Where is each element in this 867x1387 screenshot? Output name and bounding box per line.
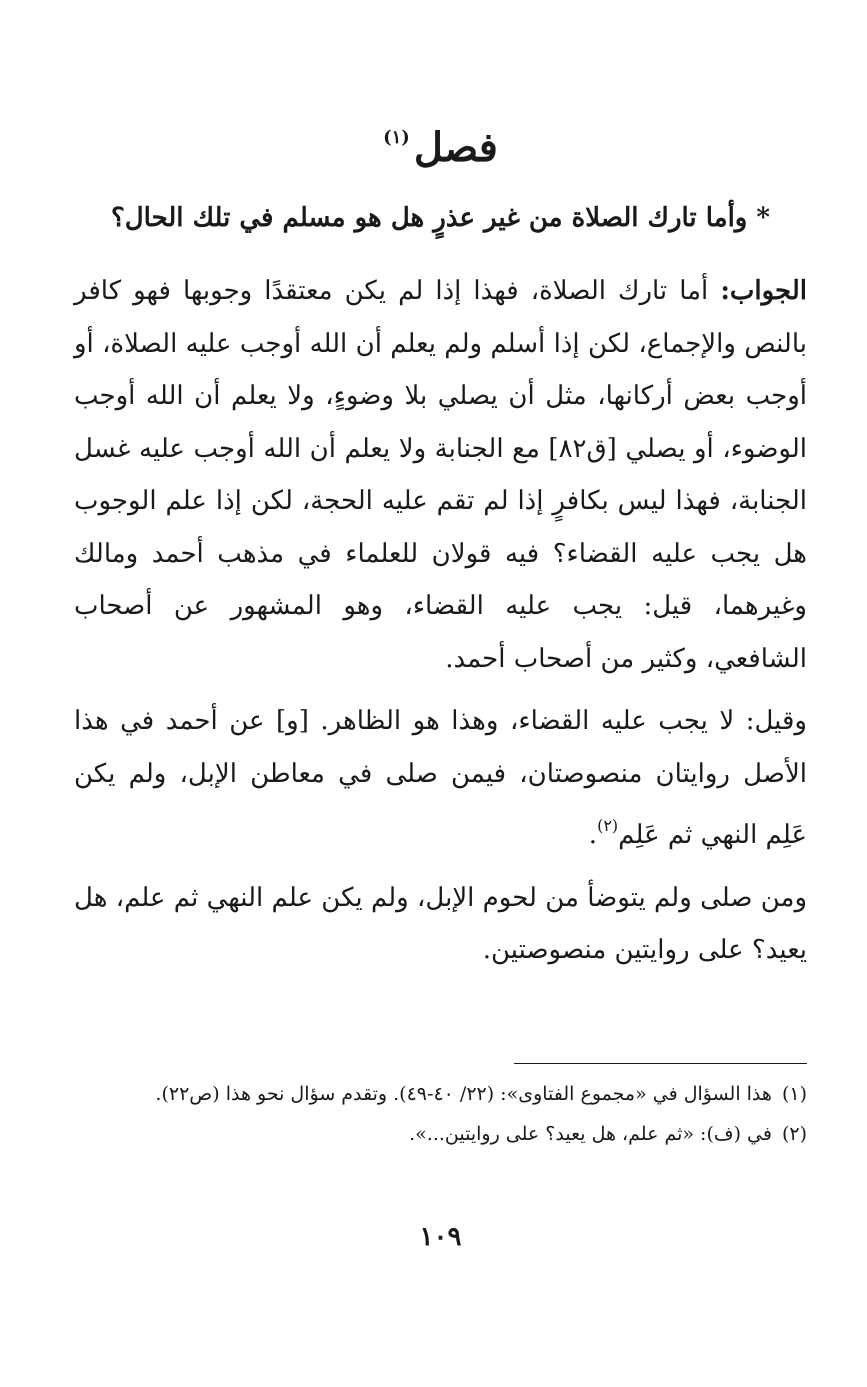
chapter-title-text: فصل xyxy=(413,124,498,171)
footnotes xyxy=(74,1077,807,1157)
chapter-footnote-ref[interactable]: (١) xyxy=(383,127,410,148)
question-heading: * وأما تارك الصلاة من غير عذرٍ هل هو مسلم في تلك الحال؟ xyxy=(110,203,770,233)
footnote-1 xyxy=(74,1077,807,1111)
answer-paragraph-2 xyxy=(74,695,807,862)
chapter-title xyxy=(74,124,807,172)
footnote-divider xyxy=(514,1063,807,1064)
footnote-2-text: في (ف): «ثم علم، هل يعيد؟ على روايتين...». xyxy=(409,1123,772,1145)
answer-paragraph-1 xyxy=(74,265,807,685)
page-number: ١٠٩ xyxy=(419,1222,462,1252)
footnote-1-text: هذا السؤال في «مجموع الفتاوى»: (٢٢/ ٤٠-٤٩). وتقدم سؤال نحو هذا (ص٢٢). xyxy=(155,1083,772,1105)
book-page xyxy=(74,0,807,1387)
footnote-1-number: (١) xyxy=(781,1083,807,1105)
answer-lead: الجواب: xyxy=(720,276,807,306)
footnote-2-number: (٢) xyxy=(781,1123,807,1145)
footnote-2 xyxy=(74,1117,807,1151)
answer-paragraph-1-text: أما تارك الصلاة، فهذا إذا لم يكن معتقدًا وجوبها فهو كافر بالنص والإجماع، لكن إذا أسلم ولم يعلم أن الله أوجب عليه الصلاة، أو أوجب بعض أركانها، مثل أن يصلي بلا وضوءٍ، ولا يعلم أن الله أوجب الوضوء، أو يصلي [ق٨٢] مع الجنابة ولا يعلم أن الله أوجب عليه غسل الجنابة، فهذا ليس بكافرٍ إذا لم تقم عليه الحجة، لكن إذا علم الوجوب هل يجب عليه القضاء؟ فيه قولان للعلماء في مذهب أحمد ومالك وغيرهما، قيل: يجب عليه القضاء، وهو المشهور عن أصحاب الشافعي، وكثير من أصحاب أحمد. xyxy=(74,276,808,674)
footnote-ref-2[interactable]: (٢) xyxy=(597,816,619,835)
answer-paragraph-2-end: . xyxy=(588,820,598,850)
main-text xyxy=(74,265,807,977)
answer-paragraph-3: ومن صلى ولم يتوضأ من لحوم الإبل، ولم يكن علم النهي ثم علم، هل يعيد؟ على روايتين منصوصتين. xyxy=(74,882,807,965)
answer-paragraph-2-text: وقيل: لا يجب عليه القضاء، وهذا هو الظاهر. [و] عن أحمد في هذا الأصل روايتان منصوصتان، فيمن صلى في معاطن الإبل، ولم يكن عَلِم النهي ثم عَلِم xyxy=(74,706,807,850)
